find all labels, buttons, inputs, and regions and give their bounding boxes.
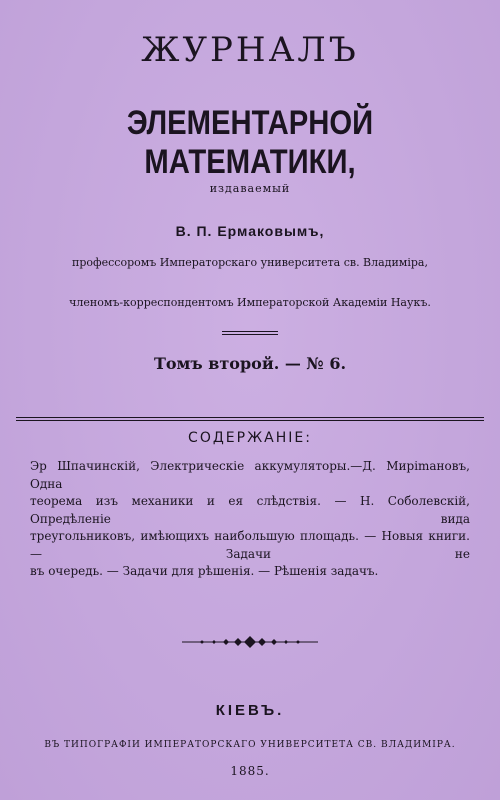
ornament-divider-icon [180, 632, 320, 652]
editor-title-2: членомъ-корреспондентомъ Императорской Академіи Наукъ. [69, 296, 431, 309]
publisher-intro: издаваемый [209, 182, 291, 195]
volume-issue: Томъ второй. — № 6. [153, 354, 347, 373]
short-divider-top [222, 331, 278, 332]
contents-heading: СОДЕРЖАНІЕ: [188, 430, 312, 446]
journal-title-line2: ЭЛЕМЕНТАРНОЙ МАТЕМАТИКИ, [126, 104, 374, 181]
divider-line-1 [16, 417, 484, 418]
contents-line: теорема изъ механики и ея слѣдствія. — Н. Соболевскій, Опредѣленіе вида [30, 494, 470, 526]
short-divider-bottom [222, 334, 278, 335]
contents-line: треугольниковъ, имѣющихъ наибольшую площадь. — Новыя книги. — Задачи не [30, 529, 470, 561]
divider-line-2 [16, 420, 484, 421]
editor-title-1: профессоромъ Императорскаго университета св. Владиміра, [72, 256, 428, 269]
printer-line: ВЪ ТИПОГРАФІИ ИМПЕРАТОРСКАГО УНИВЕРСИТЕТА СВ. ВЛАДИМІРА. [44, 740, 456, 750]
contents-line: Эр Шпачинскій, Электрическіе аккумуляторы.—Д. Мирimановъ, Одна [30, 459, 470, 491]
contents-text [30, 458, 470, 581]
editor-name: В. П. Ермаковымъ, [175, 223, 325, 239]
year: 1885. [230, 764, 270, 778]
city: КІЕВЪ. [215, 702, 285, 719]
journal-title-line1: ЖУРНАЛЪ [141, 30, 359, 70]
contents-line: въ очередь. — Задачи для рѣшенія. — Рѣшенія задачъ. [30, 564, 379, 578]
